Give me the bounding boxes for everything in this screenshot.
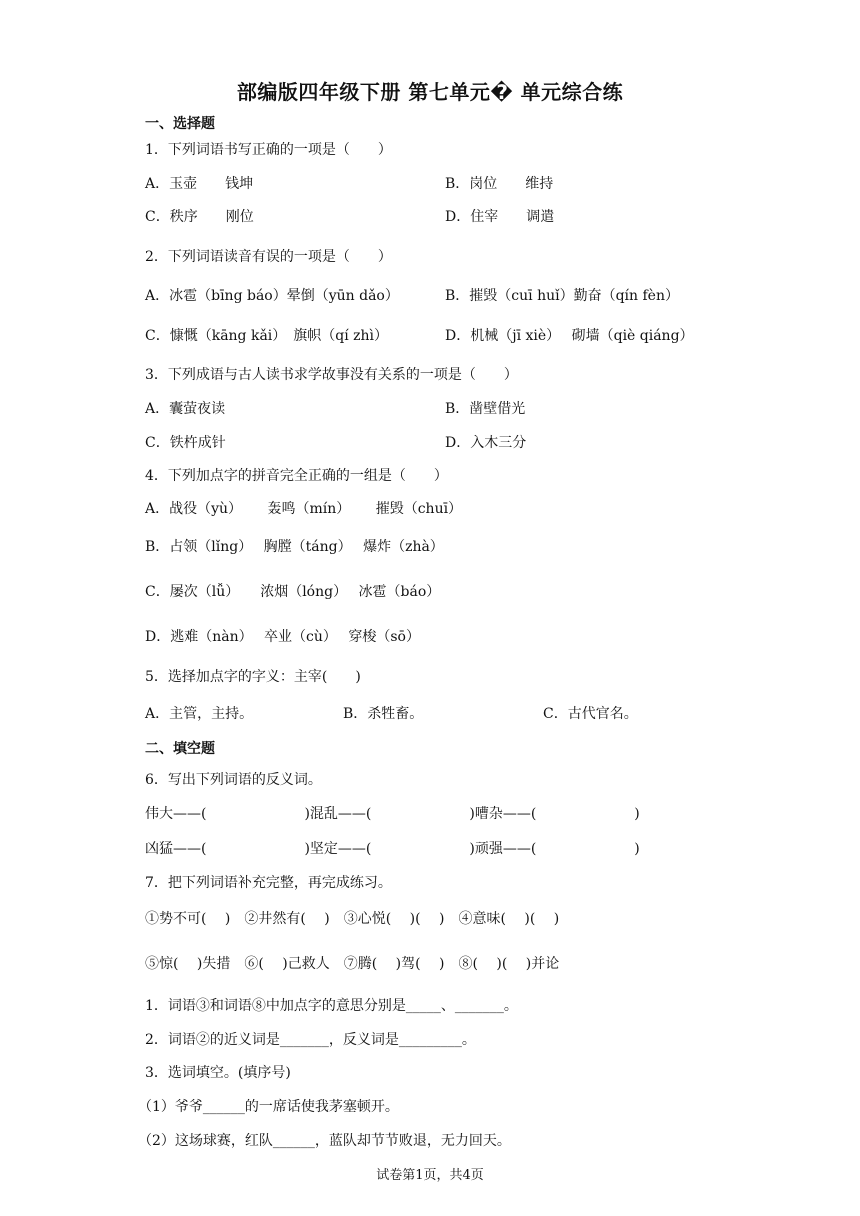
question-4-option-a: A．战役（yù） 轰鸣（mín） 摧毁（chuī）: [145, 501, 463, 517]
section-heading-fill: 二、填空题: [145, 741, 215, 757]
question-7-sub-2: 2．词语②的近义词是_______，反义词是_________。: [145, 1032, 476, 1048]
question-1-option-b: B．岗位 维持: [445, 176, 554, 192]
question-7-sub-3-item-1: （1）爷爷______的一席话使我茅塞顿开。: [138, 1099, 399, 1115]
question-2-option-d: D．机械（jī xiè） 砌墙（qiè qiáng）: [445, 328, 694, 344]
question-7-sub-3-item-2: （2）这场球赛，红队______，蓝队却节节败退，无力回天。: [138, 1133, 511, 1149]
question-5-option-b: B．杀牲畜。: [343, 706, 424, 722]
question-1-option-d: D．住宰 调遣: [445, 209, 555, 225]
question-3-option-c: C．铁杵成针: [145, 435, 226, 451]
question-1-stem: 1．下列词语书写正确的一项是（ ）: [145, 142, 392, 158]
section-heading-choice: 一、选择题: [145, 116, 215, 132]
question-7-stem: 7．把下列词语补充完整，再完成练习。: [145, 875, 392, 891]
question-1-option-a: A．玉壶 钱坤: [145, 176, 254, 192]
question-7-sub-3: 3．选词填空。(填序号): [145, 1065, 291, 1081]
question-4-option-d: D．逃难（nàn） 卒业（cù） 穿梭（sō）: [145, 629, 420, 645]
page-title: 部编版四年级下册 第七单元� 单元综合练: [236, 80, 624, 104]
question-4-option-c: C．屡次（lǚ） 浓烟（lóng） 冰雹（báo）: [145, 584, 441, 600]
page-footer: 试卷第1页，共4页: [376, 1168, 484, 1183]
question-4-stem: 4．下列加点字的拼音完全正确的一组是（ ）: [145, 468, 448, 484]
question-2-option-b: B．摧毁（cuī huǐ）勤奋（qín fèn）: [445, 288, 679, 304]
question-1-option-c: C．秩序 刚位: [145, 209, 254, 225]
question-6-row-2: 凶猛——( )坚定——( )顽强——( ): [145, 841, 640, 857]
question-3-option-d: D．入木三分: [445, 435, 527, 451]
question-4-option-b: B．占领（lǐng） 胸膛（táng） 爆炸（zhà）: [145, 539, 444, 555]
question-3-stem: 3．下列成语与古人读书求学故事没有关系的一项是（ ）: [145, 367, 518, 383]
question-5-option-a: A．主管，主持。: [145, 706, 254, 722]
question-2-stem: 2．下列词语读音有误的一项是（ ）: [145, 249, 392, 265]
question-2-option-c: C．慷慨（kāng kǎi） 旗帜（qí zhì）: [145, 328, 389, 344]
question-7-row-2: ⑤惊( )失措 ⑥( )己救人 ⑦腾( )驾( ) ⑧( )( )并论: [145, 956, 560, 972]
question-3-option-a: A．囊萤夜读: [145, 401, 226, 417]
question-3-option-b: B．凿壁借光: [445, 401, 526, 417]
question-6-row-1: 伟大——( )混乱——( )嘈杂——( ): [145, 806, 640, 822]
question-5-option-c: C．古代官名。: [543, 706, 638, 722]
question-7-row-1: ①势不可( ) ②井然有( ) ③心悦( )( ) ④意味( )( ): [145, 911, 560, 927]
question-6-stem: 6．写出下列词语的反义词。: [145, 772, 322, 788]
question-5-stem: 5．选择加点字的字义：主宰( ): [145, 669, 361, 685]
question-7-sub-1: 1．词语③和词语⑧中加点字的意思分别是_____、_______。: [145, 998, 518, 1014]
question-2-option-a: A．冰雹（bīng báo）晕倒（yūn dǎo）: [145, 288, 399, 304]
